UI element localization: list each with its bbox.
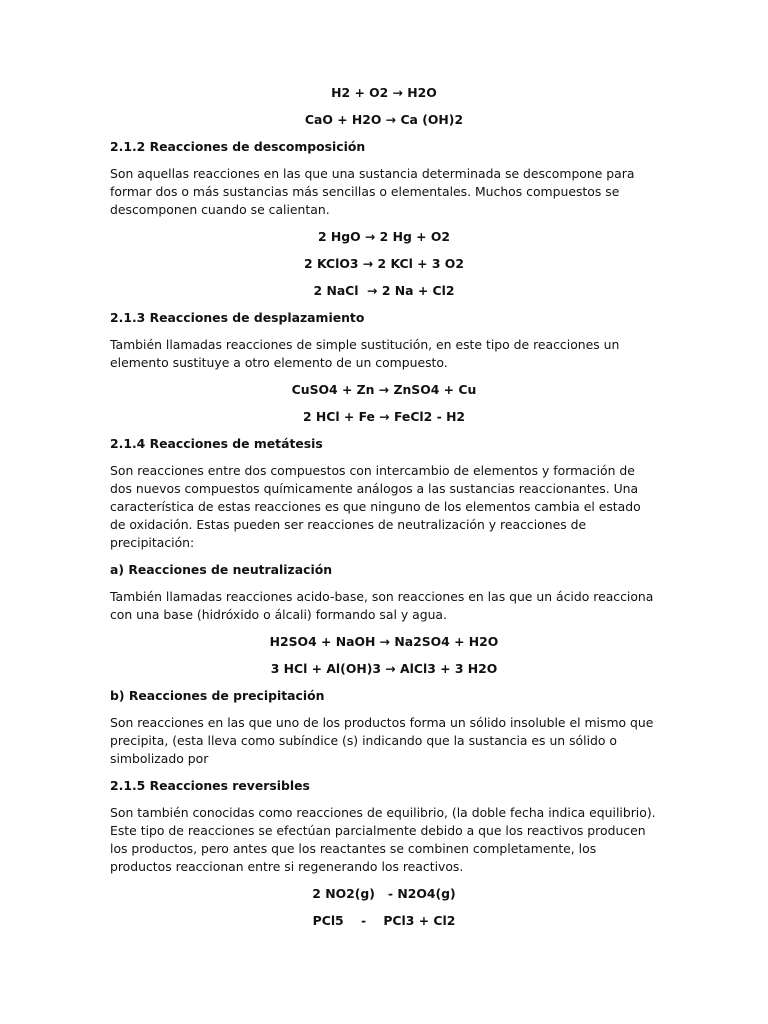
paragraph: Son reacciones en las que uno de los productos forma un sólido insoluble el mismo que precipita, (esta lleva como subíndice (s) indicando que la sustancia es un sólido o simbolizado por — [110, 715, 654, 766]
equation: H2SO4 + NaOH → Na2SO4 + H2O — [269, 634, 499, 649]
paragraph: Son aquellas reacciones en las que una sustancia determinada se descompone para formar dos o más sustancias más sencillas o elementales. Muchos compuestos se descomponen cuando se calientan. — [110, 166, 635, 217]
equation: PCl5 - PCl3 + Cl2 — [312, 913, 456, 928]
equation: 2 KClO3 → 2 KCl + 3 O2 — [304, 256, 464, 271]
equation: CaO + H2O → Ca (OH)2 — [304, 112, 464, 127]
section-heading: 2.1.2 Reacciones de descomposición — [110, 139, 366, 154]
equation: CuSO4 + Zn → ZnSO4 + Cu — [291, 382, 477, 397]
section-heading: 2.1.3 Reacciones de desplazamiento — [110, 310, 365, 325]
paragraph: Son también conocidas como reacciones de equilibrio, (la doble fecha indica equilibrio). Este tipo de reacciones se efectúan parcialmente debido a que los reactivos producen los productos, pero antes que los reactantes se combinen completamente, los productos reaccionan entre si regenerando los reactivos. — [110, 805, 656, 874]
equation: 2 HCl + Fe → FeCl2 - H2 — [302, 409, 466, 424]
paragraph: También llamadas reacciones de simple sustitución, en este tipo de reacciones un elemento sustituye a otro elemento de un compuesto. — [110, 337, 620, 370]
section-heading: 2.1.5 Reacciones reversibles — [110, 778, 310, 793]
paragraph: También llamadas reacciones acido-base, son reacciones en las que un ácido reacciona con una base (hidróxido o álcali) formando sal y agua. — [110, 589, 654, 622]
paragraph: Son reacciones entre dos compuestos con intercambio de elementos y formación de dos nuevos compuestos químicamente análogos a las sustancias reaccionantes. Una característica de estas reacciones es que ninguno de los elementos cambia el estado de oxidación. Estas pueden ser reacciones de neutralización y reacciones de precipitación: — [110, 463, 641, 550]
equation: 2 NO2(g) - N2O4(g) — [312, 886, 456, 901]
equation: H2 + O2 → H2O — [331, 85, 437, 100]
document-page — [110, 84, 658, 939]
subsection-heading: b) Reacciones de precipitación — [110, 688, 325, 703]
equation: 2 NaCl → 2 Na + Cl2 — [313, 283, 455, 298]
section-heading: 2.1.4 Reacciones de metátesis — [110, 436, 323, 451]
equation: 2 HgO → 2 Hg + O2 — [317, 229, 451, 244]
subsection-heading: a) Reacciones de neutralización — [110, 562, 333, 577]
equation: 3 HCl + Al(OH)3 → AlCl3 + 3 H2O — [270, 661, 498, 676]
